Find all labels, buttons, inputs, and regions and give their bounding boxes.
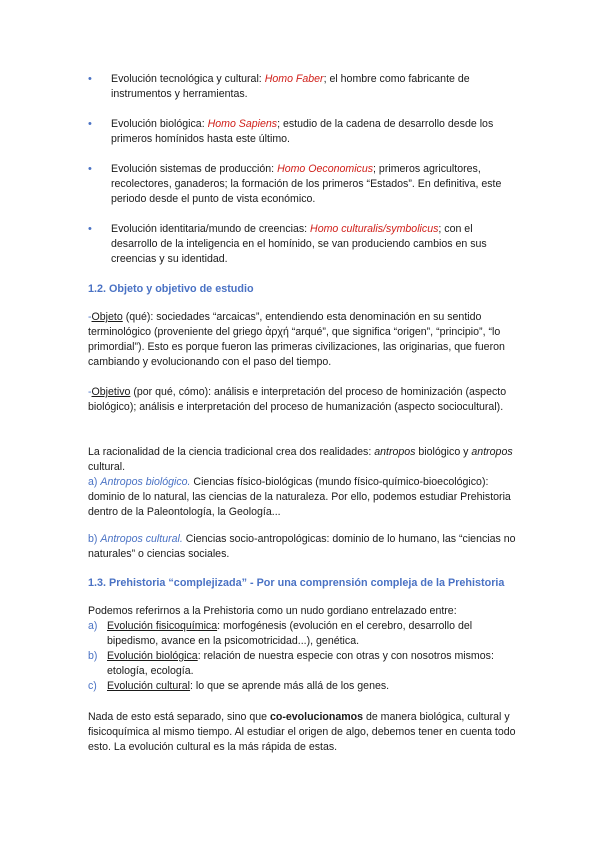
objeto-text: (qué): sociedades “arcaicas”, entendiendo esta denominación en su sentido terminológico (proveniente del griego ἀρχή “arqué”, que significa “origen”, “principio”, “lo primordial”). Esto es porque fueron las primeras civilizaciones, las originarias, que fueron cambiando y evolucionando con el paso del tiempo. [88,311,505,368]
bullet-term: Homo culturalis/symbolicus [310,223,439,235]
bullet-item [88,117,518,147]
bullet-icon: • [88,73,92,85]
objeto-paragraph [88,310,518,370]
bullet-text: ; estudio de la cadena de desarrollo desde los primeros homínidos hasta este último. [111,118,494,145]
text-run: antropos [374,446,416,458]
section-13-body [88,604,518,694]
bullet-text: ; con el desarrollo de la inteligencia en el homínido, se van produciendo cambios en sus creencias y su identidad. [111,223,487,265]
bullet-icon: • [88,118,92,130]
bullet-text: Evolución tecnológica y cultural: [111,73,265,85]
item-term: Antropos cultural. [100,533,183,545]
objeto-label: Objeto [91,311,123,323]
bold-term: co-evolucionamos [270,711,364,723]
racionalidad-text [88,445,518,475]
list-text: : lo que se aprende más allá de los genes. [190,680,390,692]
section-heading: 1.3. Prehistoria “complejizada” - Por una comprensión compleja de la Prehistoria [88,577,505,589]
list-item [88,649,518,679]
racionalidad-paragraph [88,445,518,520]
item-b [88,532,518,562]
item-marker: a) [88,476,101,488]
objetivo-text: (por qué, cómo): análisis e interpretación del proceso de hominización (aspecto biológico); análisis e interpretación del proceso de humanización (aspecto sociocultural). [88,386,507,413]
bullet-text: ; el hombre como fabricante de instrumentos y herramientas. [111,73,470,100]
text-run: cultural. [88,461,126,473]
list-label: Evolución fisicoquímica [107,620,218,632]
item-text: Ciencias socio-antropológicas: dominio de lo humano, las “ciencias no naturales” o ciencias sociales. [88,533,516,560]
bullet-text: Evolución sistemas de producción: [111,163,278,175]
text-run: biológico y [415,446,472,458]
bullet-item [88,162,518,207]
dash: - [88,386,92,398]
list-label: Evolución biológica [107,650,198,662]
list-item [88,679,518,694]
bullet-item [88,72,518,102]
bullet-term: Homo Oeconomicus [277,163,374,175]
bullet-icon: • [88,163,92,175]
dash: - [88,311,92,323]
bullet-item [88,222,518,267]
bullet-text: Evolución biológica: [111,118,208,130]
bullet-text: Evolución identitaria/mundo de creencias: [111,223,311,235]
objetivo-label: Objetivo [91,386,131,398]
intro-text: Podemos referirnos a la Prehistoria como un nudo gordiano entrelazado entre: [88,605,457,617]
list-text: : morfogénesis (evolución en el cerebro, desarrollo del bipedismo, avance en la psicomotricidad...), genética. [107,620,473,647]
text-run: La racionalidad de la ciencia tradicional crea dos realidades: [88,446,375,458]
bullet-term: Homo Faber [264,73,324,85]
text-run: Nada de esto está separado, sino que [88,711,270,723]
text-run: de manera biológica, cultural y fisicoquímica al mismo tiempo. Al estudiar el origen de algo, debemos tener en cuenta todo esto. La evolución cultural es la más rápida de estas. [88,711,516,753]
section-heading: 1.2. Objeto y objetivo de estudio [88,283,254,295]
objetivo-paragraph [88,385,518,415]
closing-paragraph [88,710,518,755]
item-text: Ciencias físico-biológicas (mundo físico-químico-bioecológico): dominio de lo natural, las ciencias de la naturaleza. Por ello, podemos estudiar Prehistoria dentro de la Paleontología, la Geología... [88,476,511,518]
item-term: Antropos biológico. [100,476,191,488]
bullet-term: Homo Sapiens [207,118,278,130]
item-marker: b) [88,533,101,545]
list-label: Evolución cultural [107,680,191,692]
list-text: : relación de nuestra especie con otras y con nosotros mismos: etología, ecología. [107,650,494,677]
list-marker: c) [88,680,97,692]
list-marker: b) [88,650,98,662]
text-run: antropos [471,446,513,458]
bullet-text: ; primeros agricultores, recolectores, ganaderos; la formación de los primeros “Estados”. En definitiva, este periodo desde el punto de vista económico. [111,163,502,205]
bullet-list [88,72,518,282]
list-item [88,619,518,649]
bullet-icon: • [88,223,92,235]
item-a [88,475,518,520]
list-marker: a) [88,620,98,632]
